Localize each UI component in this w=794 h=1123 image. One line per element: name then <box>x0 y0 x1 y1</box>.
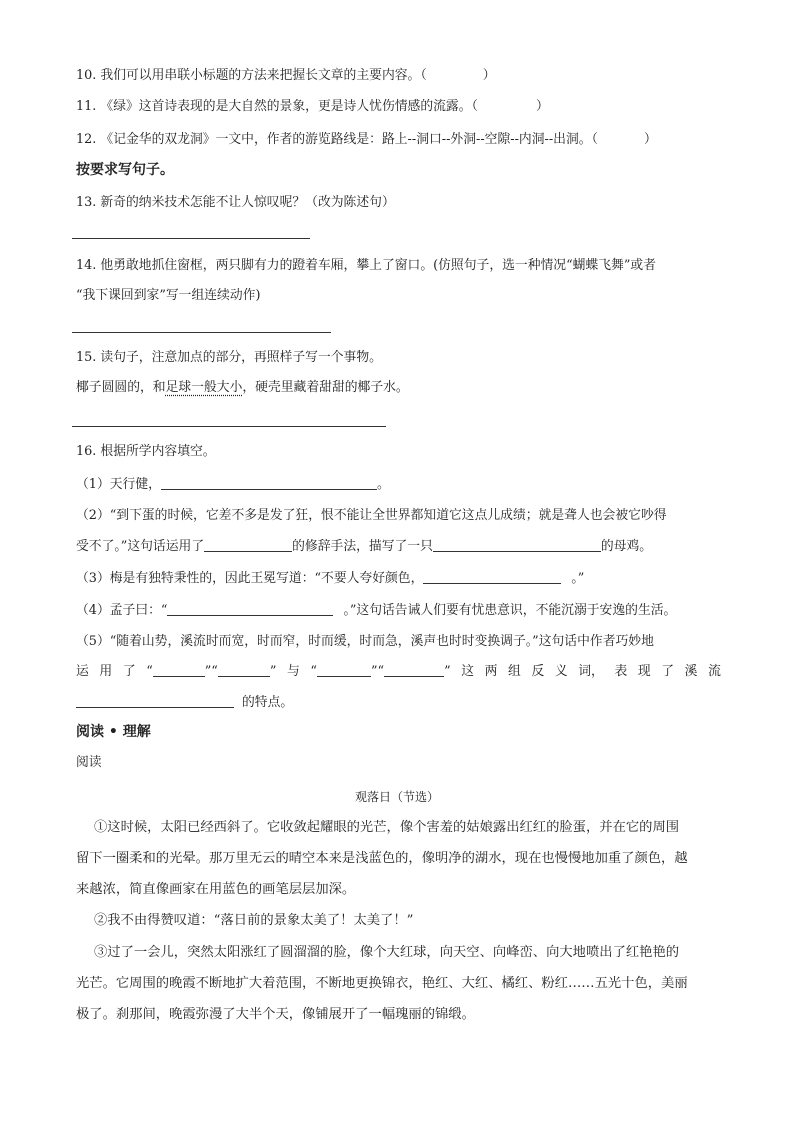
passage-p2: ②我不由得赞叹道：“落日前的景象太美了！太美了！” <box>94 913 414 928</box>
blank-16-5e[interactable] <box>76 694 234 708</box>
question-12 <box>76 132 657 148</box>
q15-dotted-phrase: 足球一般大小 <box>165 380 243 395</box>
blank-16-2a[interactable] <box>204 538 292 552</box>
blank-16-1[interactable] <box>161 476 377 490</box>
question-11 <box>76 99 549 115</box>
q16-p1-pre: （1）天行健， <box>76 477 161 492</box>
question-10-close: ） <box>482 68 496 83</box>
question-16-title: 16. 根据所学内容填空。 <box>76 444 216 459</box>
passage-title: 观落日（节选） <box>354 790 439 804</box>
passage-p1-line-1: ①这时候，太阳已经西斜了。它收敛起耀眼的光芒，像个害羞的姑娘露出红红的脸蛋，并在它的周围 <box>94 820 680 835</box>
question-11-close: ） <box>535 99 549 114</box>
passage-p1-line-2: 留下一圈柔和的光晕。那万里无云的晴空本来是浅蓝色的，像明净的湖水，现在也慢慢地加重了颜色，越 <box>76 851 688 866</box>
answer-line-13[interactable] <box>72 238 310 239</box>
question-11-text: 11. 《绿》这首诗表现的是大自然的景象，更是诗人忧伤情感的流露。（ <box>76 99 478 114</box>
question-14-line-2: “我下课回到家”写一组连续动作) <box>76 288 261 303</box>
question-12-text: 12. 《记金华的双龙洞》一文中，作者的游览路线是：路上--洞口--外洞--空隙--内洞--出洞。（ <box>76 132 598 147</box>
q16-p4-post: 。”这句话告诫人们要有忧患意识，不能沉溺于安逸的生活。 <box>343 603 677 618</box>
passage-p3-line-2: 光芒。它周围的晚霞不断地扩大着范围，不断地更换锦衣，艳红、大红、橘红、粉红……五光十色，美丽 <box>76 976 688 991</box>
q16-p5-run-2: 用 <box>99 664 113 679</box>
q16-p5-char: 了 <box>661 664 675 679</box>
reading-label: 阅读 <box>76 755 102 770</box>
q16-p5-char: 两 <box>484 664 498 679</box>
blank-16-2b[interactable] <box>433 538 601 552</box>
blank-16-3[interactable] <box>423 570 561 584</box>
answer-line-15[interactable] <box>72 426 386 427</box>
question-13: 13. 新奇的纳米技术怎能不让人惊叹呢？（改为陈述句） <box>76 195 395 210</box>
question-16-part-3 <box>76 570 584 587</box>
question-15-line-1: 15. 读句子，注意加点的部分，再照样子写一个事物。 <box>76 350 382 365</box>
question-16-part-5-line-2 <box>76 663 721 680</box>
q16-p5-quote-mid-1: ”“ <box>204 664 218 679</box>
section-heading-reading: 阅读 • 理解 <box>76 724 151 740</box>
q16-p5-char: 流 <box>708 664 721 679</box>
q16-p5-char: 反 <box>531 664 545 679</box>
q16-p5-quote-close-1: ” <box>269 664 277 679</box>
blank-16-5b[interactable] <box>218 663 270 677</box>
question-16-part-4 <box>76 602 676 619</box>
q16-p5-group-2 <box>310 663 450 680</box>
question-16-part-5-line-3 <box>76 694 293 711</box>
q16-p5-char: 这 <box>461 664 475 679</box>
question-16-part-2-line-2 <box>76 538 652 555</box>
passage-p3-line-1: ③过了一会儿，突然太阳涨红了圆溜溜的脸，像个大红球，向天空、向峰峦、向大地喷出了红艳艳的 <box>94 945 680 960</box>
blank-16-5c[interactable] <box>317 663 371 677</box>
q16-p3-pre: （3）梅是有独特秉性的，因此王冕写道：“不要人夸好颜色， <box>76 571 424 586</box>
q16-p2-c: 的母鸡。 <box>600 539 653 554</box>
q16-p5-line3-post: 的特点。 <box>242 695 294 710</box>
q15-sentence-post: ，硬壳里藏着甜甜的椰子水。 <box>242 380 409 395</box>
question-14-line-1: 14. 他勇敢地抓住窗框，两只脚有力的蹬着车厢，攀上了窗口。(仿照句子，选一种情况“蝴蝶飞舞”或者 <box>76 258 656 273</box>
question-10 <box>76 68 496 84</box>
blank-16-4[interactable] <box>167 602 333 616</box>
question-15-line-2 <box>76 380 409 396</box>
question-16-part-2-line-1: （2）“到下蛋的时候，它差不多是发了狂，恨不能让全世界都知道它这点儿成绩；就是聋人也会被它吵得 <box>76 508 667 523</box>
passage-p1-line-3: 来越浓，简直像画家在用蓝色的画笔层层加深。 <box>76 882 356 897</box>
q16-p5-group-1 <box>146 663 276 680</box>
q15-sentence-pre: 椰子圆圆的，和 <box>76 380 166 395</box>
answer-line-14[interactable] <box>72 332 331 333</box>
q16-p5-char: 义 <box>554 664 568 679</box>
q16-p5-quote-open-1: “ <box>146 664 153 679</box>
q16-p3-post: 。” <box>571 571 585 586</box>
q16-p5-char-comma: 词， <box>578 664 604 679</box>
question-10-text: 10. 我们可以用串联小标题的方法来把握长文章的主要内容。（ <box>76 68 427 83</box>
question-12-close: ） <box>643 132 657 147</box>
q16-p5-char: 现 <box>637 664 651 679</box>
blank-16-5a[interactable] <box>153 663 205 677</box>
q16-p5-quote-mid-2: ”“ <box>370 664 385 679</box>
q16-p5-char: 表 <box>614 664 628 679</box>
question-16-part-1 <box>76 476 390 493</box>
passage-p3-line-3: 极了。刹那间，晚霞弥漫了大半个天，像铺展开了一幅瑰丽的锦缎。 <box>76 1007 475 1022</box>
q16-p5-run-1: 运 <box>76 664 89 679</box>
q16-p5-quote-close-2: ” <box>444 664 451 679</box>
section-heading-sentences: 按要求写句子。 <box>76 162 174 178</box>
q16-p2-b: 的修辞手法，描写了一只 <box>292 539 433 554</box>
question-16-part-5-line-1: （5）“随着山势，溪流时而宽，时而窄，时而缓，时而急，溪声也时时变换调子。”这句话中作者巧妙地 <box>76 634 654 649</box>
q16-p5-char: 组 <box>508 664 521 679</box>
q16-p5-run-3: 了 <box>122 664 136 679</box>
q16-p5-yu: 与 <box>287 664 300 679</box>
q16-p1-post: 。 <box>376 477 390 492</box>
blank-16-5d[interactable] <box>384 663 444 677</box>
q16-p4-pre: （4）孟子曰：“ <box>76 603 168 618</box>
q16-p5-quote-open-2: “ <box>310 664 317 679</box>
q16-p2-a: 受不了。”这句话运用了 <box>76 539 205 554</box>
q16-p5-char: 溪 <box>684 664 698 679</box>
